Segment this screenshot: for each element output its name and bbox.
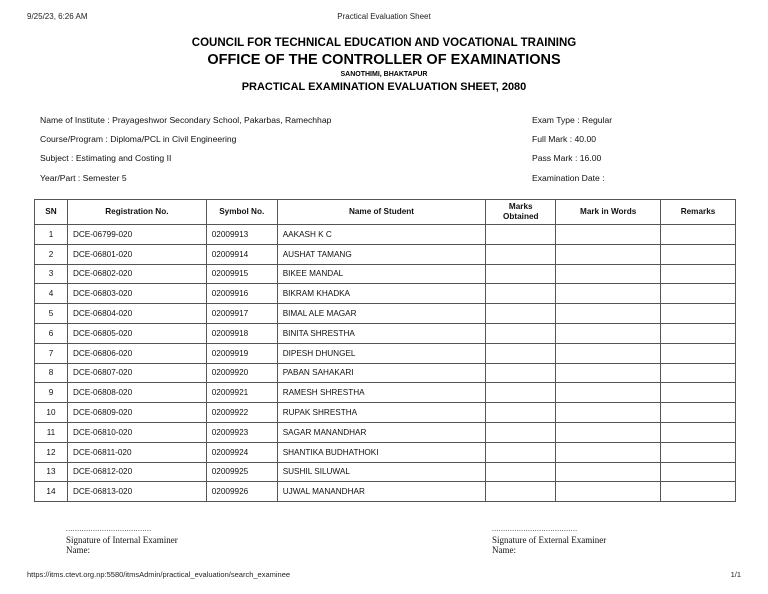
row-marks-obtained [486,442,556,462]
row-symbol: 02009926 [206,482,277,502]
table-row [35,482,736,502]
row-student-name: AAKASH K C [277,225,486,245]
row-remarks [661,422,736,442]
row-registration: DCE-06810-020 [67,422,206,442]
row-remarks [661,323,736,343]
row-marks-obtained [486,225,556,245]
row-sn: 9 [35,383,68,403]
table-row [35,304,736,324]
internal-examiner-label: Signature of Internal Examiner [66,534,178,545]
header-symbol: Symbol No. [206,200,277,225]
row-remarks [661,403,736,423]
row-marks-obtained [486,403,556,423]
row-registration: DCE-06799-020 [67,225,206,245]
row-student-name: RUPAK SHRESTHA [277,403,486,423]
header-student-name: Name of Student [277,200,486,225]
table-row [35,383,736,403]
row-student-name: SHANTIKA BUDHATHOKI [277,442,486,462]
row-mark-in-words [556,264,661,284]
row-registration: DCE-06812-020 [67,462,206,482]
row-marks-obtained [486,422,556,442]
table-row [35,343,736,363]
row-student-name: BIMAL ALE MAGAR [277,304,486,324]
row-marks-obtained [486,264,556,284]
row-marks-obtained [486,284,556,304]
row-registration: DCE-06807-020 [67,363,206,383]
row-symbol: 02009915 [206,264,277,284]
row-marks-obtained [486,323,556,343]
row-sn: 5 [35,304,68,324]
row-symbol: 02009914 [206,244,277,264]
row-sn: 1 [35,225,68,245]
row-student-name: BINITA SHRESTHA [277,323,486,343]
row-registration: DCE-06811-020 [67,442,206,462]
print-url: https://itms.ctevt.org.np:5580/itmsAdmin/practical_evaluation/search_examinee [27,570,291,579]
table-row [35,403,736,423]
row-symbol: 02009920 [206,363,277,383]
header-marks-obtained: Marks Obtained [486,200,556,225]
row-mark-in-words [556,403,661,423]
row-student-name: UJWAL MANANDHAR [277,482,486,502]
exam-date-info: Examination Date : [532,173,605,183]
row-registration: DCE-06806-020 [67,343,206,363]
signature-line: ...................................... [66,525,152,533]
row-symbol: 02009924 [206,442,277,462]
table-row [35,264,736,284]
table-row [35,442,736,462]
row-symbol: 02009922 [206,403,277,423]
row-remarks [661,442,736,462]
row-student-name: RAMESH SHRESTHA [277,383,486,403]
evaluation-table [34,199,736,502]
row-mark-in-words [556,422,661,442]
table-row [35,363,736,383]
row-mark-in-words [556,482,661,502]
subject-info: Subject : Estimating and Costing II [40,153,172,163]
row-registration: DCE-06802-020 [67,264,206,284]
row-mark-in-words [556,304,661,324]
row-student-name: PABAN SAHAKARI [277,363,486,383]
row-sn: 4 [35,284,68,304]
row-sn: 12 [35,442,68,462]
row-registration: DCE-06808-020 [67,383,206,403]
table-row [35,462,736,482]
row-registration: DCE-06803-020 [67,284,206,304]
year-part-info: Year/Part : Semester 5 [40,173,127,183]
row-symbol: 02009921 [206,383,277,403]
row-symbol: 02009925 [206,462,277,482]
row-student-name: AUSHAT TAMANG [277,244,486,264]
council-heading: COUNCIL FOR TECHNICAL EDUCATION AND VOCATIONAL TRAINING [191,37,577,49]
course-info: Course/Program : Diploma/PCL in Civil Engineering [40,134,237,144]
row-symbol: 02009919 [206,343,277,363]
row-mark-in-words [556,383,661,403]
institute-info: Name of Institute : Prayageshwor Secondary School, Pakarbas, Ramechhap [40,115,332,125]
internal-examiner-name-label: Name: [66,545,90,555]
row-mark-in-words [556,462,661,482]
row-student-name: SUSHIL SILUWAL [277,462,486,482]
row-student-name: DIPESH DHUNGEL [277,343,486,363]
print-datetime: 9/25/23, 6:26 AM [27,12,88,21]
row-marks-obtained [486,482,556,502]
row-remarks [661,363,736,383]
signature-line: ...................................... [492,525,578,533]
row-mark-in-words [556,284,661,304]
row-remarks [661,462,736,482]
row-sn: 10 [35,403,68,423]
row-marks-obtained [486,304,556,324]
print-page-title: Practical Evaluation Sheet [337,12,431,21]
row-mark-in-words [556,244,661,264]
row-mark-in-words [556,363,661,383]
row-sn: 6 [35,323,68,343]
row-symbol: 02009913 [206,225,277,245]
row-registration: DCE-06813-020 [67,482,206,502]
header-sn: SN [35,200,68,225]
row-marks-obtained [486,343,556,363]
row-symbol: 02009918 [206,323,277,343]
row-sn: 13 [35,462,68,482]
row-registration: DCE-06801-020 [67,244,206,264]
table-row [35,422,736,442]
row-student-name: BIKEE MANDAL [277,264,486,284]
print-page-number: 1/1 [730,570,741,579]
row-mark-in-words [556,343,661,363]
header-registration: Registration No. [67,200,206,225]
table-row [35,225,736,245]
row-remarks [661,343,736,363]
row-student-name: SAGAR MANANDHAR [277,422,486,442]
table-row [35,284,736,304]
row-symbol: 02009917 [206,304,277,324]
row-registration: DCE-06804-020 [67,304,206,324]
row-marks-obtained [486,462,556,482]
table-row [35,244,736,264]
full-mark-info: Full Mark : 40.00 [532,134,596,144]
row-registration: DCE-06809-020 [67,403,206,423]
sheet-title: PRACTICAL EXAMINATION EVALUATION SHEET, 2080 [241,81,527,93]
row-sn: 3 [35,264,68,284]
row-symbol: 02009923 [206,422,277,442]
external-examiner-label: Signature of External Examiner [492,534,607,545]
row-symbol: 02009916 [206,284,277,304]
row-marks-obtained [486,383,556,403]
row-remarks [661,304,736,324]
row-remarks [661,264,736,284]
row-mark-in-words [556,225,661,245]
table-row [35,323,736,343]
pass-mark-info: Pass Mark : 16.00 [532,153,602,163]
row-sn: 14 [35,482,68,502]
location-heading: SANOTHIMI, BHAKTAPUR [340,71,428,78]
row-remarks [661,482,736,502]
table-header-row [35,200,736,225]
row-mark-in-words [556,323,661,343]
internal-examiner-signature [66,524,178,556]
header-remarks: Remarks [661,200,736,225]
header-mark-in-words: Mark in Words [556,200,661,225]
row-sn: 2 [35,244,68,264]
exam-type-info: Exam Type : Regular [532,115,613,125]
row-marks-obtained [486,244,556,264]
row-sn: 8 [35,363,68,383]
row-remarks [661,284,736,304]
print-header [0,12,768,26]
row-remarks [661,383,736,403]
row-mark-in-words [556,442,661,462]
row-marks-obtained [486,363,556,383]
row-registration: DCE-06805-020 [67,323,206,343]
row-sn: 11 [35,422,68,442]
row-student-name: BIKRAM KHADKA [277,284,486,304]
external-examiner-signature [492,524,606,556]
external-examiner-name-label: Name: [492,545,516,555]
row-sn: 7 [35,343,68,363]
row-remarks [661,225,736,245]
row-remarks [661,244,736,264]
office-heading: OFFICE OF THE CONTROLLER OF EXAMINATIONS [207,52,561,68]
